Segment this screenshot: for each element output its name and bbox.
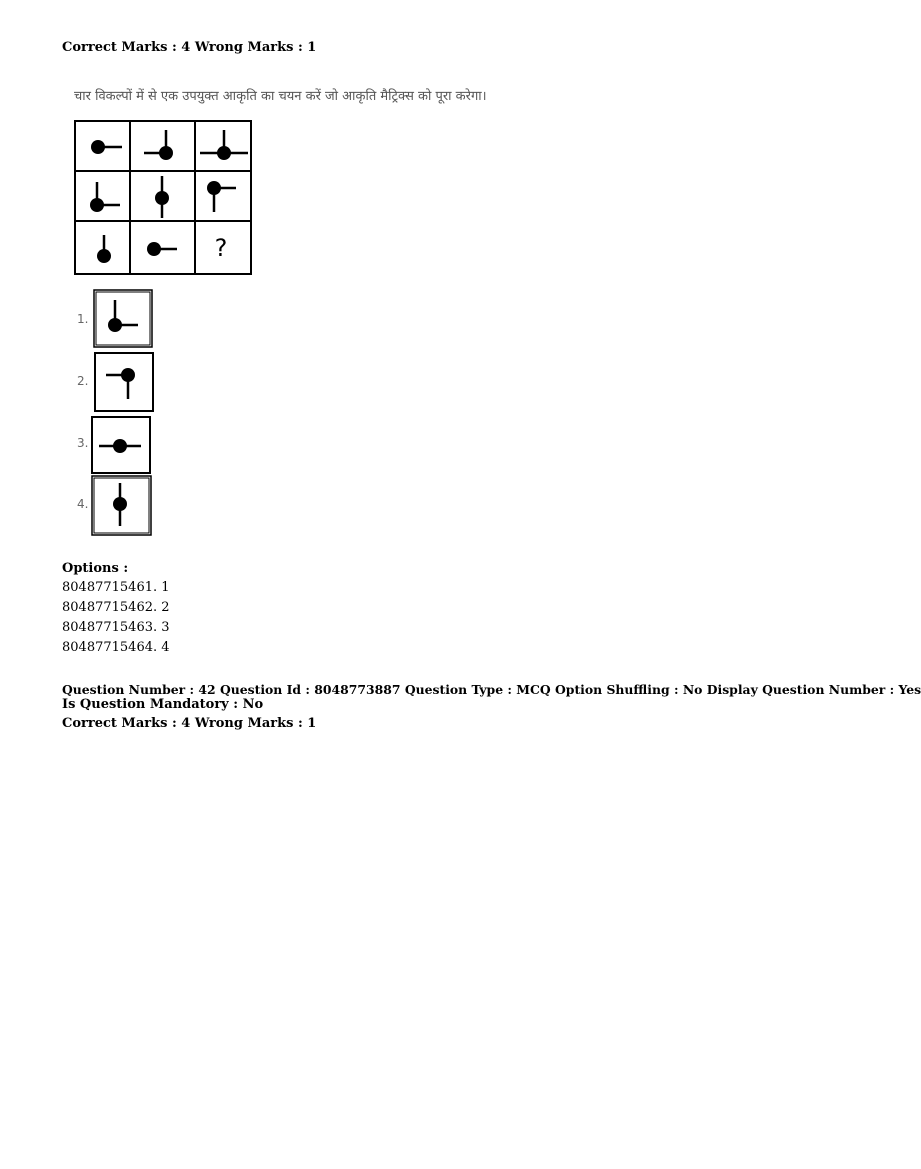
- choice-4-figure[interactable]: [91, 475, 152, 536]
- question-text: चार विकल्पों में से एक उपयुक्त आकृति का चयन करें जो आकृति मैट्रिक्स को पूरा करेगा।: [74, 89, 487, 104]
- option-item-1: 80487715461. 1: [62, 580, 170, 595]
- marks-line-next: Correct Marks : 4 Wrong Marks : 1: [62, 716, 317, 731]
- option-item-3: 80487715463. 3: [62, 620, 170, 635]
- option-item-2: 80487715462. 2: [62, 600, 170, 615]
- choice-4-label: 4.: [77, 497, 89, 511]
- options-heading: Options :: [62, 561, 129, 576]
- choice-1-figure[interactable]: [93, 289, 153, 348]
- marks-line: Correct Marks : 4 Wrong Marks : 1: [62, 40, 317, 55]
- choice-2-label: 2.: [77, 374, 89, 388]
- question-meta-line: Question Number : 42 Question Id : 8048773887 Question Type : MCQ Option Shuffling : No Display Question Number : Yes: [62, 682, 921, 697]
- question-mark: ?: [214, 234, 228, 262]
- question-mandatory-line: Is Question Mandatory : No: [62, 697, 264, 712]
- choice-2-figure[interactable]: [94, 352, 154, 412]
- figure-matrix: [74, 120, 252, 275]
- option-item-4: 80487715464. 4: [62, 640, 170, 655]
- choice-3-figure[interactable]: [91, 416, 151, 474]
- choice-3-label: 3.: [77, 436, 89, 450]
- choice-1-label: 1.: [77, 312, 89, 326]
